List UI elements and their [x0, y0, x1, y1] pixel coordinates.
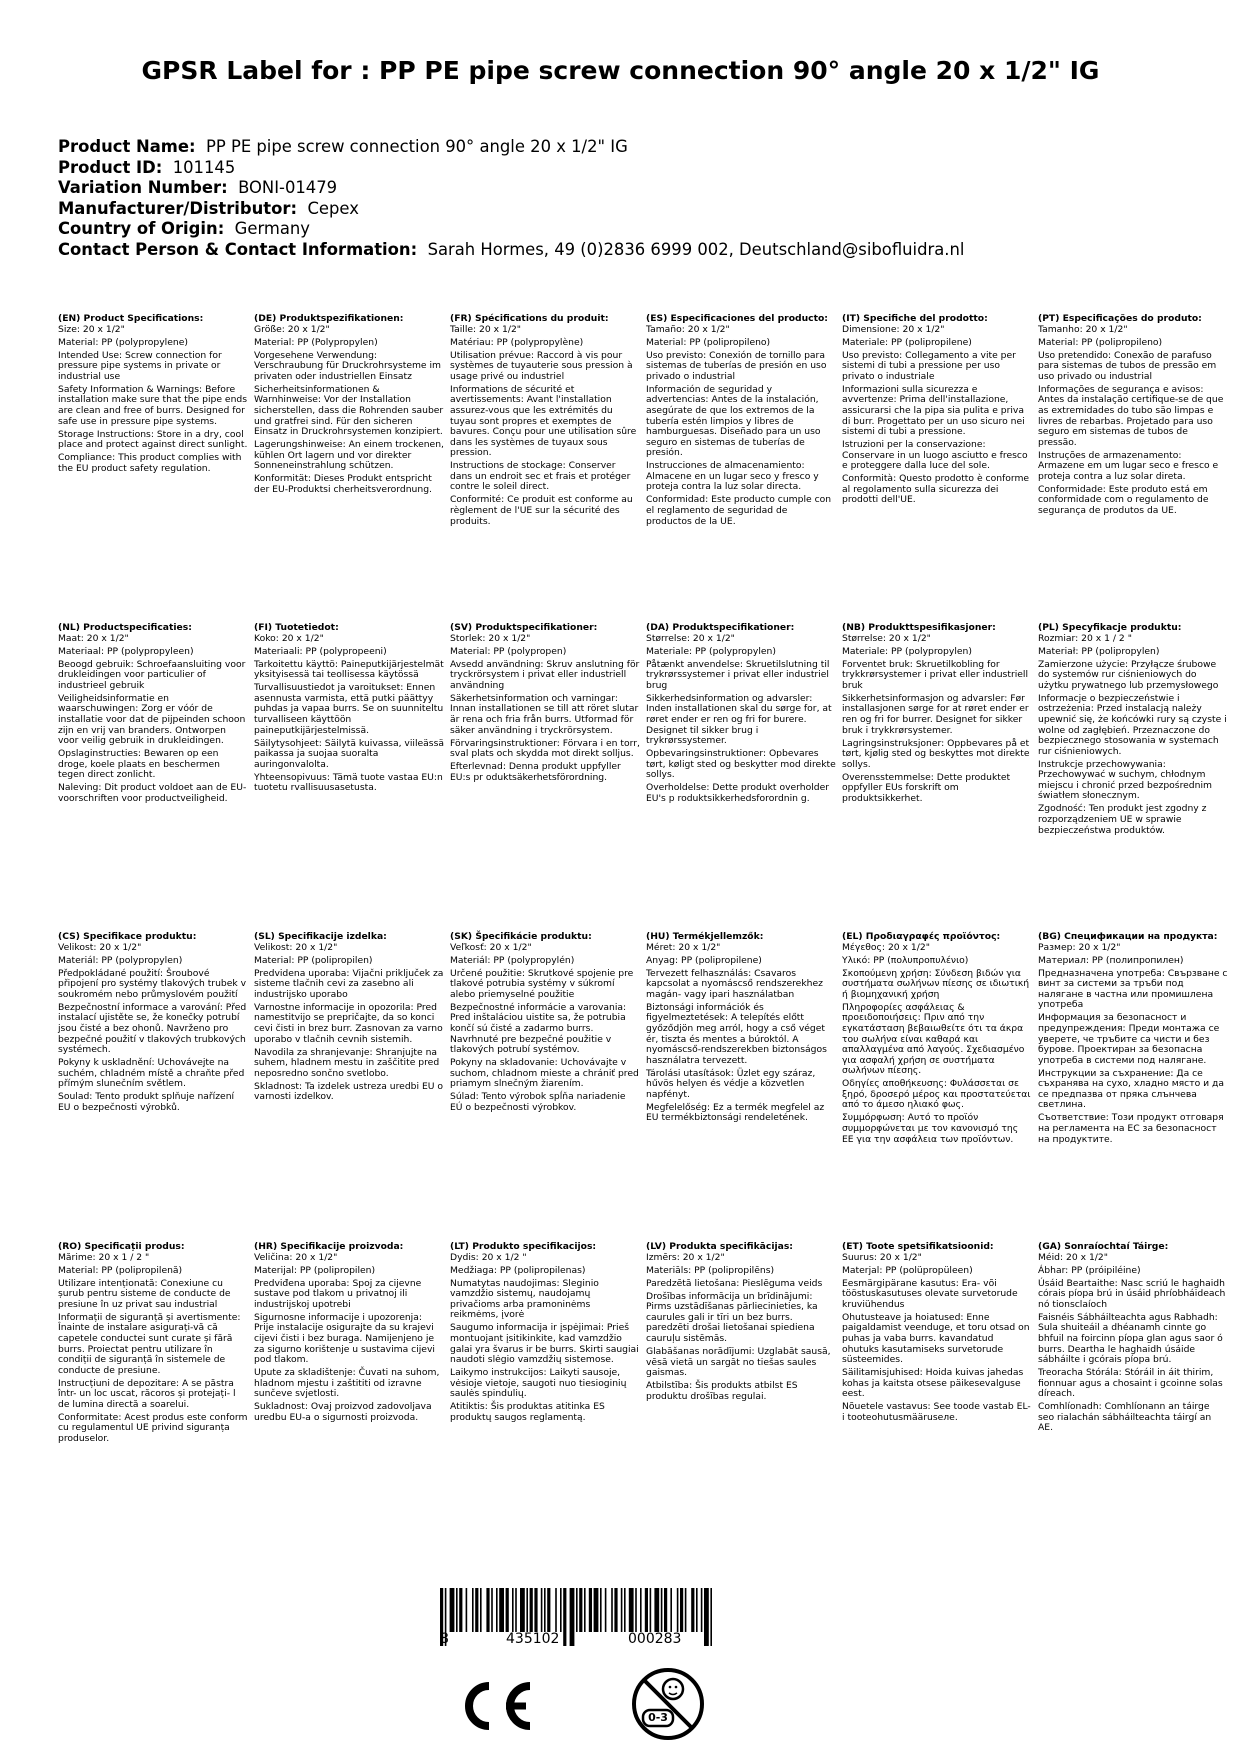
spec-text: Utilisation prévue: Raccord à vis pour systèmes de tuyauterie sous pression à usage privé ou industriel	[450, 349, 633, 382]
spec-text: Instrukcje przechowywania: Przechowywać w suchym, chłodnym miejscu i chronić przed bezpośrednim światłem słonecznym.	[1038, 758, 1212, 802]
spec-text: Förvaringsinstruktioner: Förvara i en torr, sval plats och skydda mot direkt solljus.	[450, 737, 640, 760]
spec-heading: (FI) Tuotetiedot:	[254, 622, 339, 633]
spec-block	[646, 1242, 836, 1405]
spec-text: Safety Information & Warnings: Before installation make sure that the pipe ends are clean and free of burrs. Designed for safe use in pressure pipe systems.	[58, 383, 248, 427]
spec-heading: (RO) Specificații produs:	[58, 1241, 185, 1252]
info-value: BONI-01479	[238, 178, 338, 198]
spec-text: Material: PP (Polypropylen)	[254, 336, 378, 348]
info-value: 101145	[172, 157, 236, 177]
spec-text: Bezpečnostné informácie a varovania: Pred inštaláciou uistite sa, že potrubia končí sú čisté a zadarmo burrs. Navrhnuté pre bezpečné použitie v tlakových potrubí systémov.	[450, 1001, 627, 1056]
spec-block	[450, 932, 640, 1116]
spec-text: Материал: PP (полипропилен)	[1038, 954, 1184, 966]
spec-block	[450, 623, 640, 786]
spec-text: Μέγεθος: 20 x 1/2"	[842, 941, 930, 953]
spec-heading: (FR) Spécifications du produit:	[450, 313, 609, 324]
barcode-digit-left: 8	[440, 1631, 449, 1647]
spec-text: Conformità: Questo prodotto è conforme al regolamento sulla sicurezza dei prodotti dell'UE.	[842, 473, 1030, 506]
spec-text: Οδηγίες αποθήκευσης: Φυλάσσεται σε ξηρό, δροσερό μέρος και προστατεύεται από το άμεσο ηλιακό φως.	[842, 1078, 1031, 1111]
spec-text: Informazioni sulla sicurezza e avvertenze: Prima dell'installazione, assicurarsi che la pipa sia pulita e priva di burr. Progettato per un uso sicuro nei sistemi di tubi a pressione.	[842, 383, 1025, 438]
spec-heading: (GA) Sonraíochtaí Táirge:	[1038, 1241, 1169, 1252]
info-key: Variation Number:	[58, 178, 228, 198]
spec-text: Conformidade: Este produto está em conformidade com o regulamento de segurança de produtos da UE.	[1038, 483, 1209, 517]
spec-text: Veličina: 20 x 1/2"	[254, 1251, 338, 1263]
spec-text: Materijal: PP (polipropilen)	[254, 1264, 376, 1276]
spec-text: Saugumo informacija ir įspėjimai: Prieš montuojant įsitikinkite, kad vamzdžio galai yra švarus ir be burrs. Skirti saugiai naudoti slėgio vamzdžių sistemose.	[450, 1322, 639, 1366]
spec-text: Informations de sécurité et avertissements: Avant l'installation assurez-vous que les extrémités du tuyau sont propres et exemptes de bavures. Conçu pour une utilisation sûre dans les systèmes de tuyaux sous pression.	[450, 383, 637, 459]
spec-text: Intended Use: Screw connection for pressure pipe systems in private or industrial use	[58, 349, 222, 382]
spec-text: Megfelelőség: Ez a termék megfelel az EU termékbiztonsági rendeletének.	[646, 1101, 825, 1124]
spec-text: Dydis: 20 x 1/2 "	[450, 1251, 527, 1263]
page-title: GPSR Label for : PP PE pipe screw connection 90° angle 20 x 1/2" IG	[141, 56, 1100, 85]
spec-text: Tarkoitettu käyttö: Paineputkijärjestelmät yksityisessä tai teollisessa käytössä	[254, 658, 444, 681]
age-label: 0-3	[648, 1711, 668, 1724]
spec-text: Nõuetele vastavus: See toode vastab EL-i tooteohutusmääruseле.	[842, 1401, 1031, 1423]
spec-text: Faisnéis Sábháilteachta agus Rabhadh: Sula shuiteáil a dhéanamh cinnte go bhfuil na foircinn píopa glan agus saor ó burrs. Deartha le haghaidh úsáide sábháilte i gcórais píopa brú.	[1038, 1311, 1223, 1366]
spec-heading: (EL) Προδιαγραφές προϊόντος:	[842, 931, 1001, 942]
spec-block	[58, 623, 248, 807]
spec-block	[842, 932, 1032, 1148]
spec-text: Atitiktis: Šis produktas atitinka ES produktų saugos reglamentą.	[450, 1401, 605, 1423]
spec-text: Koko: 20 x 1/2"	[254, 632, 324, 644]
country-of-origin-row	[58, 219, 964, 240]
spec-text: Υλικό: PP (πολυπροπυλένιο)	[842, 954, 969, 966]
spec-block	[254, 932, 444, 1105]
spec-text: Maat: 20 x 1/2"	[58, 632, 129, 644]
spec-text: Conformitate: Acest produs este conform cu regulamentul UE privind siguranța produselor.	[58, 1411, 248, 1445]
spec-block	[450, 314, 640, 530]
product-info	[58, 137, 964, 261]
spec-text: Sikkerhedsinformation og advarsler: Inden installationen skal du sørge for, at røret ender er ren og fri for burere. Designet til sikker brug i trykrørssystemer.	[646, 692, 832, 747]
barcode-digits-middle: 435102	[506, 1631, 560, 1647]
spec-text: Paredzētā lietošana: Pieslēguma veids	[646, 1277, 823, 1289]
spec-block	[254, 314, 444, 498]
spec-block	[450, 1242, 640, 1426]
spec-heading: (NL) Productspecificaties:	[58, 622, 192, 633]
spec-text: Instructions de stockage: Conserver dans un endroit sec et frais et protéger contre le soleil direct.	[450, 460, 631, 493]
spec-text: Opbevaringsinstruktioner: Opbevares tørt, køligt sted og beskytter mod direkte sollys.	[646, 748, 836, 781]
spec-text: Beoogd gebruik: Schroefaansluiting voor drukleidingen voor particulier of industrieel gebruik	[58, 658, 246, 691]
not-for-children-0-3-icon	[629, 1659, 707, 1749]
info-key: Product ID:	[58, 157, 163, 177]
barcode-digits-right: 000283	[628, 1631, 682, 1647]
spec-text: Συμμόρφωση: Αυτό το προϊόν συμμορφώνεται με τον κανονισμό της ΕΕ για την ασφάλεια των προϊόντων.	[842, 1112, 1019, 1145]
info-value: PP PE pipe screw connection 90° angle 20 x 1/2" IG	[205, 137, 628, 156]
spec-text: Comhlíonadh: Comhlíonann an táirge seo rialachán sábháilteachta táirgí an AE.	[1038, 1401, 1212, 1434]
spec-text: Предназначена употреба: Свързване с винт за системи за тръби под налягане в частна или промишлена употреба	[1038, 967, 1228, 1011]
spec-text: Predviđena uporaba: Spoj za cijevne sustave pod tlakom u privatnoj ili industrijskoj upotrebi	[254, 1277, 422, 1310]
spec-text: Størrelse: 20 x 1/2"	[646, 632, 735, 644]
spec-text: Pokyny k uskladnění: Uchovávejte na suchém, chladném místě a chraňte před přímým slunečním světlem.	[58, 1057, 245, 1090]
spec-text: Storage Instructions: Store in a dry, cool place and protect against direct sunlight.	[58, 428, 248, 451]
info-key: Contact Person & Contact Information:	[58, 239, 418, 259]
spec-text: Sicherheitsinformationen & Warnhinweise: Vor der Installation sicherstellen, dass die Rohrenden sauber und gratfrei sind. Für den sicheren Einsatz in Druckrohrsystemen konzipiert.	[254, 383, 444, 438]
spec-text: Material: PP (polypropen)	[450, 645, 567, 657]
spec-heading: (IT) Specifiche del prodotto:	[842, 313, 988, 324]
spec-text: Glabāšanas norādījumi: Uzglabāt sausā, vēsā vietā un sargāt no tiešas saules gaismas.	[646, 1345, 831, 1379]
info-key: Product Name:	[58, 137, 196, 156]
spec-text: Säkerhetsinformation och varningar: Innan installationen se till att röret slutar är rena och fria från burrs. Utformad för säker användning i tryckrörsystem.	[450, 692, 639, 736]
spec-text: Súlad: Tento výrobok spĺňa nariadenie EÚ o bezpečnosti výrobkov.	[450, 1091, 626, 1113]
spec-text: Lagerungshinweise: An einem trockenen, kühlen Ort lagern und vor direkter Sonneneinstrahlung schützen.	[254, 439, 444, 472]
spec-heading: (ES) Especificaciones del producto:	[646, 313, 828, 324]
spec-text: Opslaginstructies: Bewaren op een droge, koele plaats en beschermen tegen direct zonlicht.	[58, 748, 220, 781]
spec-text: Informações de segurança e avisos: Antes da instalação certifique-se de que as extremidades do tubo são limpas e livres de rebarbas. Projetado para uso seguro em sistemas de tubos de pressão.	[1038, 383, 1224, 448]
ce-mark-icon	[456, 1677, 534, 1735]
product-name-row	[58, 137, 964, 158]
spec-row	[58, 623, 1241, 923]
spec-heading: (HR) Specifikacije proizvoda:	[254, 1241, 404, 1252]
spec-text: Uso pretendido: Conexão de parafuso para sistemas de tubos de pressão em uso privado ou industrial	[1038, 349, 1217, 382]
spec-block	[1038, 1242, 1228, 1436]
spec-text: Sukladnost: Ovaj proizvod zadovoljava uredbu EU-a o sigurnosti proizvoda.	[254, 1401, 432, 1423]
info-value: Germany	[234, 219, 311, 239]
spec-heading: (SK) Špecifikácie produktu:	[450, 931, 592, 942]
spec-text: Compliance: This product complies with the EU product safety regulation.	[58, 452, 242, 474]
spec-text: Size: 20 x 1/2"	[58, 323, 125, 335]
spec-text: Atbilstība: Šis produkts atbilst ES produktu drošības regulai.	[646, 1380, 798, 1402]
spec-text: Rozmiar: 20 x 1 / 2 "	[1038, 632, 1132, 644]
spec-text: Mărime: 20 x 1 / 2 "	[58, 1251, 150, 1263]
spec-text: Съответствие: Този продукт отговаря на регламента на ЕС за безопасност на продуктите.	[1038, 1112, 1224, 1145]
spec-text: Yhteensopivuus: Tämä tuote vastaa EU:n tuotetu rvallisuusasetusta.	[254, 771, 443, 794]
spec-text: Laikymo instrukcijos: Laikyti sausoje, vėsioje vietoje, saugoti nuo tiesioginių saulės spindulių.	[450, 1367, 627, 1400]
spec-text: Predvidena uporaba: Vijačni priključek za sisteme tlačnih cevi za zasebno ali industrijsko uporabo	[254, 967, 444, 1000]
spec-text: Materiale: PP (polypropylen)	[842, 645, 972, 657]
spec-text: Material: PP (polypropylene)	[58, 336, 188, 348]
spec-text: Efterlevnad: Denna produkt uppfyller EU:s pr oduktsäkerhetsförordning.	[450, 761, 621, 783]
spec-text: Material: PP (polipropilenă)	[58, 1264, 183, 1276]
spec-text: Úsáid Beartaithe: Nasc scriú le haghaidh córais píopa brú in úsáid phríobháideach nó tionsclaíoch	[1038, 1277, 1226, 1310]
spec-text: Velikost: 20 x 1/2"	[58, 941, 142, 953]
spec-text: Tamanho: 20 x 1/2"	[1038, 323, 1128, 335]
spec-text: Varnostne informacije in opozorila: Pred namestitvijo se prepričajte, da so konci cevi čisti in brez burr. Zasnovan za varno uporabo v tlačnih cevnih sistemih.	[254, 1001, 443, 1045]
spec-text: Numatytas naudojimas: Sleginio vamzdžio sistemų, naudojamų privačioms arba pramoninėms reikmėms, įvorė	[450, 1277, 599, 1321]
spec-text: Velikost: 20 x 1/2"	[254, 941, 338, 953]
spec-text: Material: PP (polipropileno)	[646, 336, 771, 348]
spec-block	[842, 623, 1032, 807]
spec-block	[842, 1242, 1032, 1426]
spec-heading: (CS) Specifikace produktu:	[58, 931, 197, 942]
spec-text: Instruções de armazenamento: Armazene em um lugar seco e fresco e proteja contra a luz solar direta.	[1038, 449, 1219, 482]
spec-text: Lagringsinstruksjoner: Oppbevares på et tørt, kjølig sted og beskyttes mot direkte sollys.	[842, 737, 1030, 770]
spec-text: Instrucțiuni de depozitare: A se păstra într- un loc uscat, răcoros și protejați- l de lumina directă a soarelui.	[58, 1377, 236, 1410]
spec-heading: (SV) Produktspecifikationer:	[450, 622, 598, 633]
spec-block	[646, 314, 836, 530]
spec-heading: (DA) Produktspecifikationer:	[646, 622, 795, 633]
spec-text: Zamierzone użycie: Przyłącze śrubowe do systemów rur ciśnieniowych do użytku prywatnego lub przemysłowego	[1038, 658, 1219, 691]
spec-text: Matériau: PP (polypropylène)	[450, 336, 584, 348]
spec-block	[1038, 623, 1228, 839]
spec-row	[58, 314, 1241, 614]
spec-text: Säilytysohjeet: Säilytä kuivassa, viileässä paikassa ja suojaa suoralta auringonvalolta.	[254, 737, 445, 770]
spec-text: Suurus: 20 x 1/2"	[842, 1251, 922, 1263]
product-id-row	[58, 158, 964, 179]
spec-text: Určené použitie: Skrutkové spojenie pre tlakové potrubia systémy v súkromí alebo priemyselné použitie	[450, 967, 634, 1000]
spec-text: Upute za skladištenje: Čuvati na suhom, hladnom mjestu i zaštititi od izravne sunčeve svjetlosti.	[254, 1367, 440, 1400]
spec-text: Storlek: 20 x 1/2"	[450, 632, 531, 644]
spec-text: Utilizare intenționată: Conexiune cu șurub pentru sisteme de conducte de presiune în uz privat sau industrial	[58, 1277, 231, 1310]
spec-text: Turvallisuustiedot ja varoitukset: Ennen asennusta varmista, että putki päättyy puhdas ja vapaa burrs. Se on suunniteltu turvalliseen käyttöön paineputkijärjestelmissä.	[254, 682, 444, 736]
spec-text: Πληροφορίες ασφάλειας & προειδοποιήσεις: Πριν από την εγκατάσταση βεβαιωθείτε ότι τα άκρα του σωλήνα είναι καθαρά και απαλλαγμένα από λαγούς. Σχεδιασμένο για ασφαλή χρήση σε συστήματα σωλήνων πίεσης.	[842, 1001, 1025, 1077]
spec-text: Předpokládané použití: Šroubové připojení pro systémy tlakových trubek v soukromém nebo průmyslovém použití	[58, 967, 247, 1000]
spec-text: Tervezett felhasználás: Csavaros kapcsolat a nyomáscső rendszerekhez magán- vagy ipari használatban	[646, 967, 823, 1000]
spec-text: Materiál: PP (polypropylen)	[58, 954, 183, 966]
spec-text: Méret: 20 x 1/2"	[646, 941, 721, 953]
spec-text: Soulad: Tento produkt splňuje nařízení EU o bezpečnosti výrobků.	[58, 1091, 235, 1113]
spec-block	[58, 932, 248, 1116]
spec-text: Materiaal: PP (polypropyleen)	[58, 645, 194, 657]
spec-block	[254, 623, 444, 796]
spec-block	[254, 1242, 444, 1426]
spec-text: Größe: 20 x 1/2"	[254, 323, 330, 335]
spec-text: Påtænkt anvendelse: Skruetilslutning til trykrørssystemer i privat eller industriel brug	[646, 658, 830, 691]
spec-text: Materiāls: PP (polipropilēns)	[646, 1264, 775, 1276]
spec-text: Biztonsági információk és figyelmeztetések: A telepítés előtt győződjön meg arról, hogy a cső véget ér, tiszta és mentes a búroktól. A nyomáscső-rendszerekben biztonságos használatra tervezett.	[646, 1001, 827, 1066]
spec-row	[58, 1242, 1241, 1542]
spec-block	[842, 314, 1032, 508]
spec-text: Σκοπούμενη χρήση: Σύνδεση βιδών για συστήματα σωλήνων πίεσης σε ιδιωτική ή βιομηχανική χρήση	[842, 967, 1030, 1000]
spec-text: Taille: 20 x 1/2"	[450, 323, 522, 335]
spec-text: Veiligheidsinformatie en waarschuwingen: Zorg er vóór de installatie voor dat de pijpeinden schoon zijn en vrij van branders. Ontworpen voor veilig gebruik in drukleidingen.	[58, 692, 246, 747]
spec-text: Overholdelse: Dette produkt overholder EU's p roduktsikkerhedsforordnin g.	[646, 782, 830, 804]
spec-text: Informacje o bezpieczeństwie i ostrzeżenia: Przed instalacją należy upewnić się, że końcówki rury są czyste i wolne od zagłębień. Przeznaczone do bezpiecznego stosowania w systemach rur ciśnieniowych.	[1038, 692, 1227, 757]
spec-text: Instrucciones de almacenamiento: Almacene en un lugar seco y fresco y proteja contra la luz solar directa.	[646, 460, 819, 493]
spec-text: Tárolási utasítások: Üzlet egy száraz, hűvös helyen és védje a közvetlen napfényt.	[646, 1067, 816, 1100]
spec-text: Bezpečnostní informace a varování: Před instalací ujistěte se, že konečky potrubí jsou čisté a bez ohonů. Navrženo pro bezpečné použití v tlakových trubkových systémech.	[58, 1001, 247, 1056]
spec-text: Istruzioni per la conservazione: Conservare in un luogo asciutto e fresco e proteggere dalla luce del sole.	[842, 439, 1028, 472]
spec-text: Veľkosť: 20 x 1/2"	[450, 941, 532, 953]
spec-heading: (PT) Especificações do produto:	[1038, 313, 1202, 324]
manufacturer-row	[58, 199, 964, 220]
spec-text: Medžiaga: PP (polipropilenas)	[450, 1264, 586, 1276]
info-value: Sarah Hormes, 49 (0)2836 6999 002, Deutschland@sibofluidra.nl	[427, 239, 965, 259]
spec-text: Eesmärgipärane kasutus: Era- või tööstuskasutuses olevate survetorude kruviühendus	[842, 1277, 1018, 1310]
spec-text: Anyag: PP (polipropilene)	[646, 954, 762, 966]
spec-block	[58, 1242, 248, 1447]
spec-text: Informații de siguranță și avertismente: Înainte de instalare asigurați-vă că capetele conductei sunt curate și fără burrs. Proiectat pentru utilizare în condiții de siguranță în sistemele de conducte de presiune.	[58, 1311, 241, 1376]
spec-text: Conformidad: Este producto cumple con el reglamento de seguridad de productos de la UE.	[646, 494, 832, 527]
info-key: Country of Origin:	[58, 219, 225, 239]
spec-text: Sigurnosne informacije i upozorenja: Prije instalacije osigurajte da su krajevi cijevi čisti i bez buraga. Namijenjeno je za sigurno korištenje u sustavima cijevi pod tlakom.	[254, 1311, 435, 1366]
spec-text: Información de seguridad y advertencias: Antes de la instalación, asegúrate de que los extremos de la tubería estén limpios y libres de hamburguesas. Diseñado para un uso seguro en sistemas de tuberías de presión.	[646, 383, 821, 459]
spec-text: Naleving: Dit product voldoet aan de EU-voorschriften voor productveiligheid.	[58, 782, 247, 804]
spec-text: Konformität: Dieses Produkt entspricht der EU-Produktsi cherheitsverordnung.	[254, 473, 432, 495]
info-key: Manufacturer/Distributor:	[58, 198, 298, 218]
spec-heading: (DE) Produktspezifikationen:	[254, 313, 404, 324]
spec-text: Forventet bruk: Skruetilkobling for trykkrørsystemer i privat eller industriell bruk	[842, 658, 1029, 691]
spec-heading: (SL) Specifikacije izdelka:	[254, 931, 387, 942]
variation-number-row	[58, 178, 964, 199]
spec-heading: (PL) Specyfikacje produktu:	[1038, 622, 1182, 633]
spec-text: Ábhar: PP (próipiléine)	[1038, 1264, 1141, 1276]
spec-block	[1038, 314, 1228, 519]
spec-text: Materjal: PP (polüpropüleen)	[842, 1264, 973, 1276]
spec-text: Izmērs: 20 x 1/2"	[646, 1251, 725, 1263]
spec-block	[1038, 932, 1228, 1148]
spec-text: Tamaño: 20 x 1/2"	[646, 323, 730, 335]
info-value: Cepex	[307, 198, 359, 218]
spec-text: Uso previsto: Collegamento a vite per sistemi di tubi a pressione per uso privato o industriale	[842, 349, 1016, 382]
spec-text: Pokyny na skladovanie: Uchovávajte v suchom, chladnom mieste a chrániť pred priamym slnečným žiarením.	[450, 1057, 639, 1090]
spec-heading: (ET) Toote spetsifikatsioonid:	[842, 1241, 994, 1252]
spec-text: Treoracha Stórála: Stóráil in áit thirim, fionnuar agus a chosaint i gcoinne solas díreach.	[1038, 1367, 1223, 1400]
spec-text: Skladnost: Ta izdelek ustreza uredbi EU o varnosti izdelkov.	[254, 1080, 444, 1103]
spec-heading: (EN) Product Specifications:	[58, 313, 204, 324]
spec-text: Material: PP (polipropilen)	[254, 954, 373, 966]
spec-heading: (LV) Produkta specifikācijas:	[646, 1241, 793, 1252]
spec-text: Инструкции за съхранение: Да се съхранява на сухо, хладно място и да се предпазва от пряка слънчева светлина.	[1038, 1067, 1225, 1111]
spec-text: Størrelse: 20 x 1/2"	[842, 632, 931, 644]
spec-text: Vorgesehene Verwendung: Verschraubung für Druckrohrsysteme im privaten oder industriellen Einsatz	[254, 349, 442, 382]
spec-heading: (LT) Produkto specifikacijos:	[450, 1241, 597, 1252]
spec-row	[58, 932, 1241, 1232]
contact-row	[58, 240, 964, 261]
spec-text: Uso previsto: Conexión de tornillo para sistemas de tuberías de presión en uso privado o industrial	[646, 349, 827, 382]
spec-text: Navodila za shranjevanje: Shranjujte na suhem, hladnem mestu in zaščitite pred neposredno sončno svetlobo.	[254, 1046, 440, 1079]
spec-text: Materiaali: PP (polypropeeni)	[254, 645, 387, 657]
spec-text: Dimensione: 20 x 1/2"	[842, 323, 945, 335]
spec-text: Avsedd användning: Skruv anslutning för tryckrörsystem i privat eller industriell användning	[450, 658, 640, 691]
spec-heading: (HU) Termékjellemzők:	[646, 931, 764, 942]
spec-text: Размер: 20 x 1/2"	[1038, 941, 1121, 953]
spec-text: Säilitamisjuhised: Hoida kuivas jahedas kohas ja kaitsta otsese päikesevalguse eest.	[842, 1367, 1024, 1400]
spec-block	[58, 314, 248, 477]
spec-text: Materiał: PP (polipropylen)	[1038, 645, 1160, 657]
spec-text: Overensstemmelse: Dette produktet oppfyller EUs forskrift om produktsikkerhet.	[842, 771, 1011, 804]
spec-text: Sikkerhetsinformasjon og advarsler: Før installasjonen sørge for at røret ender er ren og fri for burrer. Designet for sikker bruk i trykkrørsystemer.	[842, 692, 1029, 736]
spec-text: Materiál: PP (polypropylén)	[450, 954, 575, 966]
spec-heading: (NB) Produkttspesifikasjoner:	[842, 622, 996, 633]
spec-block	[646, 932, 836, 1126]
spec-text: Drošības informācija un brīdinājumi: Pirms uzstādīšanas pārliecinieties, ka caurules gali ir tīri un bez burrs. paredzēti drošai lietošanai spiediena cauruļu sistēmās.	[646, 1290, 818, 1344]
spec-text: Ohutusteave ja hoiatused: Enne paigaldamist veenduge, et toru otsad on puhas ja vaba burrs. kavandatud ohutuks kasutamiseks survetorude süsteemides.	[842, 1311, 1030, 1366]
spec-text: Méid: 20 x 1/2"	[1038, 1251, 1108, 1263]
spec-heading: (BG) Спецификации на продукта:	[1038, 931, 1218, 942]
spec-text: Material: PP (polipropileno)	[1038, 336, 1163, 348]
spec-text: Materiale: PP (polipropilene)	[842, 336, 972, 348]
spec-text: Materiale: PP (polypropylen)	[646, 645, 776, 657]
spec-text: Zgodność: Ten produkt jest zgodny z rozporządzeniem UE w sprawie bezpieczeństwa produktów.	[1038, 803, 1207, 836]
spec-text: Информация за безопасност и предупреждения: Преди монтажа се уверете, че тръбите са чисти и без бурове. Проектиран за безопасна употреба в системи под налягане.	[1038, 1012, 1220, 1066]
spec-text: Conformité: Ce produit est conforme au règlement de l'UE sur la sécurité des produits.	[450, 494, 633, 527]
spec-block	[646, 623, 836, 807]
